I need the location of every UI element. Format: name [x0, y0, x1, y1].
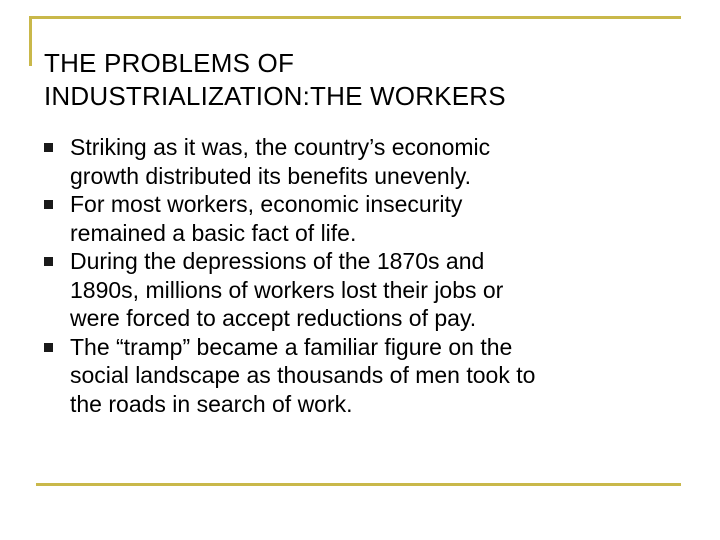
bullet-text-line: were forced to accept reductions of pay.: [70, 305, 477, 331]
slide-title-line: THE PROBLEMS OF: [44, 48, 295, 79]
bullet-item: [44, 133, 694, 190]
square-bullet-icon: [44, 343, 53, 352]
slide-title-line: INDUSTRIALIZATION:THE WORKERS: [44, 81, 506, 112]
bullet-item: [44, 333, 694, 419]
slide-title: [44, 47, 684, 113]
square-bullet-icon: [44, 200, 53, 209]
title-frame-left-rule: [29, 16, 32, 66]
bullet-text-line: 1890s, millions of workers lost their jobs or: [70, 276, 504, 303]
bullet-text-line: The “tramp” became a familiar figure on the: [70, 333, 513, 360]
bullet-item: [44, 190, 694, 247]
bullet-text-line: During the depressions of the 1870s and: [70, 248, 485, 274]
bullet-list: [44, 133, 694, 418]
footer-rule: [36, 483, 681, 486]
square-bullet-icon: [44, 143, 53, 152]
square-bullet-icon: [44, 257, 53, 266]
bullet-text-line: remained a basic fact of life.: [70, 219, 357, 246]
bullet-text-line: Striking as it was, the country’s economic: [70, 134, 491, 160]
bullet-text-line: social landscape as thousands of men took to: [70, 362, 536, 388]
bullet-item: [44, 247, 694, 333]
bullet-text-line: the roads in search of work.: [70, 390, 353, 417]
bullet-text-line: For most workers, economic insecurity: [70, 191, 463, 217]
title-frame-top-rule: [29, 16, 681, 19]
bullet-text-line: growth distributed its benefits unevenly.: [70, 162, 472, 189]
